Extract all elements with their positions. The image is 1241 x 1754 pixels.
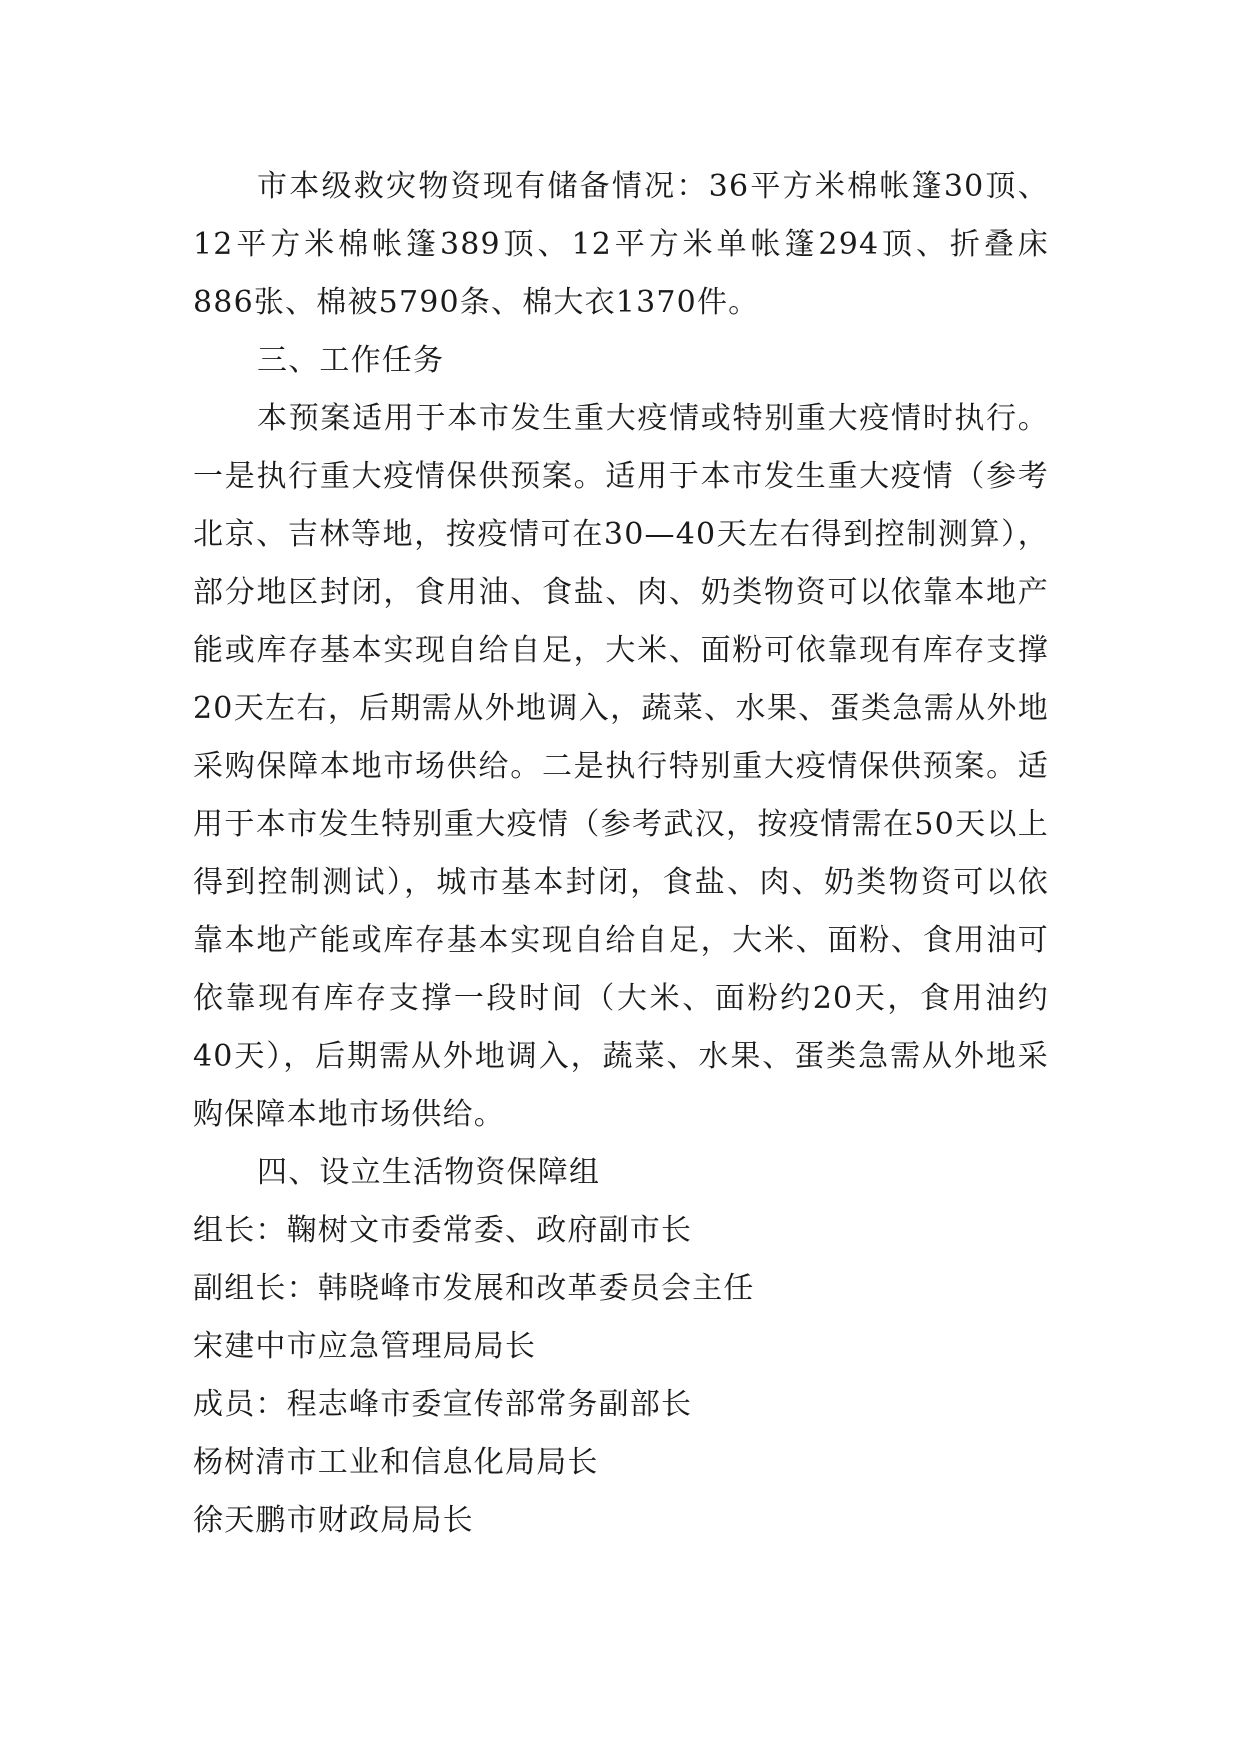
member-line: 组长：鞠树文市委常委、政府副市长 — [193, 1213, 693, 1248]
member-line: 徐天鹏市财政局局长 — [193, 1503, 474, 1538]
member-line: 宋建中市应急管理局局长 — [193, 1329, 537, 1364]
document-body — [193, 158, 1049, 1550]
paragraph-plan-scope: 本预案适用于本市发生重大疫情或特别重大疫情时执行。一是执行重大疫情保供预案。适用于本市发生重大疫情（参考北京、吉林等地，按疫情可在30—40天左右得到控制测算），部分地区封闭，食用油、食盐、肉、奶类物资可以依靠本地产能或库存基本实现自给自足，大米、面粉可依靠现有库存支撑20天左右，后期需从外地调入，蔬菜、水果、蛋类急需从外地采购保障本地市场供给。二是执行特别重大疫情保供预案。适用于本市发生特别重大疫情（参考武汉，按疫情需在50天以上得到控制测试），城市基本封闭，食盐、肉、奶类物资可以依靠本地产能或库存基本实现自给自足，大米、面粉、食用油可依靠现有库存支撑一段时间（大米、面粉约20天，食用油约40天），后期需从外地调入，蔬菜、水果、蛋类急需从外地采购保障本地市场供给。 — [193, 401, 1049, 1132]
paragraph-relief-supplies: 市本级救灾物资现有储备情况：36平方米棉帐篷30顶、12平方米棉帐篷389顶、12平方米单帐篷294顶、折叠床886张、棉被5790条、棉大衣1370件。 — [193, 169, 1050, 320]
member-line: 副组长：韩晓峰市发展和改革委员会主任 — [193, 1271, 755, 1306]
member-line: 成员：程志峰市委宣传部常务副部长 — [193, 1387, 693, 1422]
section-heading-work-tasks: 三、工作任务 — [257, 343, 445, 378]
member-line: 杨树清市工业和信息化局局长 — [193, 1445, 599, 1480]
section-heading-supply-group: 四、设立生活物资保障组 — [257, 1155, 601, 1190]
